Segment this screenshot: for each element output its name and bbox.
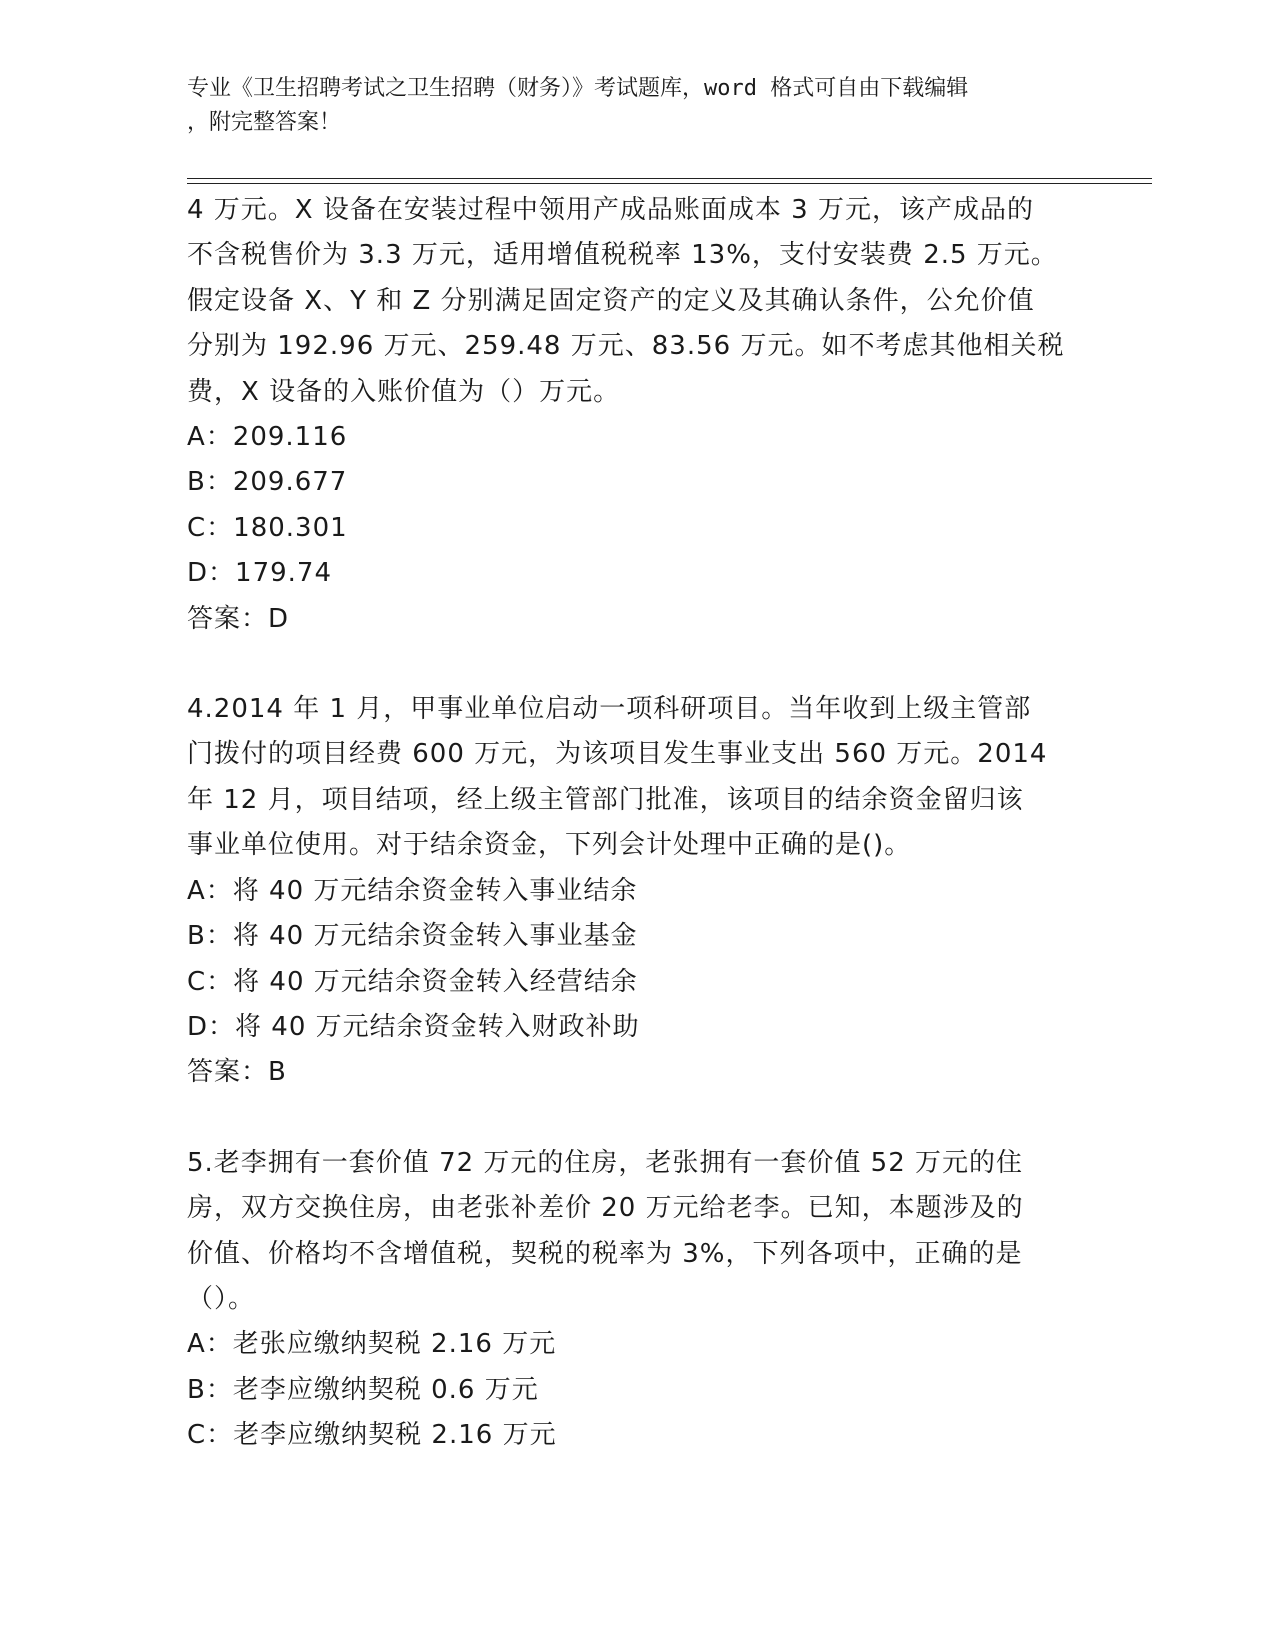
header-divider-top [187, 178, 1152, 179]
option-b: B：209.677 [187, 467, 348, 498]
question-text-line: 年 12 月，项目结项，经上级主管部门批准，该项目的结余资金留归该 [187, 784, 1024, 815]
option-c: C：老李应缴纳契税 2.16 万元 [187, 1420, 557, 1451]
option-d: D：将 40 万元结余资金转入财政补助 [187, 1011, 640, 1042]
question-text-line: 不含税售价为 3.3 万元，适用增值税税率 13%，支付安装费 2.5 万元。 [187, 240, 1058, 271]
question-text-line: 4 万元。X 设备在安装过程中领用产成品账面成本 3 万元，该产成品的 [187, 195, 1034, 225]
option-d: D：179.74 [187, 558, 332, 589]
option-c: C：将 40 万元结余资金转入经营结余 [187, 966, 638, 997]
question-3-continued [187, 188, 1087, 642]
question-text-line: 房，双方交换住房，由老张补差价 20 万元给老李。已知，本题涉及的 [187, 1193, 1024, 1224]
answer-line: 答案：B [187, 1057, 287, 1088]
option-a: A：将 40 万元结余资金转入事业结余 [187, 875, 638, 906]
answer-line: 答案：D [187, 603, 290, 634]
question-text-line: 价值、价格均不含增值税，契税的税率为 3%，下列各项中，正确的是 [187, 1238, 1023, 1269]
question-text-line: 4.2014 年 1 月，甲事业单位启动一项科研项目。当年收到上级主管部 [187, 694, 1032, 725]
option-a: A：老张应缴纳契税 2.16 万元 [187, 1329, 557, 1360]
question-text-line: 门拨付的项目经费 600 万元，为该项目发生事业支出 560 万元。2014 [187, 739, 1048, 770]
question-4 [187, 687, 1087, 1096]
question-text-line: 事业单位使用。对于结余资金，下列会计处理中正确的是()。 [187, 830, 912, 861]
option-a: A：209.116 [187, 422, 348, 453]
question-text-line: 假定设备 X、Y 和 Z 分别满足固定资产的定义及其确认条件，公允价值 [187, 285, 1035, 316]
question-text-line: （）。 [187, 1283, 256, 1314]
question-text-line: 分别为 192.96 万元、259.48 万元、83.56 万元。如不考虑其他相关税 [187, 331, 1065, 362]
question-text-line: 5.老李拥有一套价值 72 万元的住房，老张拥有一套价值 52 万元的住 [187, 1147, 1024, 1178]
header-line-2: ，附完整答案！ [187, 110, 342, 135]
header-line-1: 专业《卫生招聘考试之卫生招聘（财务）》考试题库，word 格式可自由下载编辑 [187, 76, 969, 101]
question-content [187, 188, 1087, 1459]
spacer [187, 642, 1087, 687]
question-text-line: 费，X 设备的入账价值为（）万元。 [187, 376, 621, 407]
option-c: C：180.301 [187, 512, 348, 543]
option-b: B：老李应缴纳契税 0.6 万元 [187, 1374, 539, 1405]
spacer [187, 1096, 1087, 1141]
question-5 [187, 1141, 1087, 1459]
option-b: B：将 40 万元结余资金转入事业基金 [187, 921, 638, 952]
header-divider-bottom [187, 183, 1152, 184]
page-header [187, 72, 1067, 140]
